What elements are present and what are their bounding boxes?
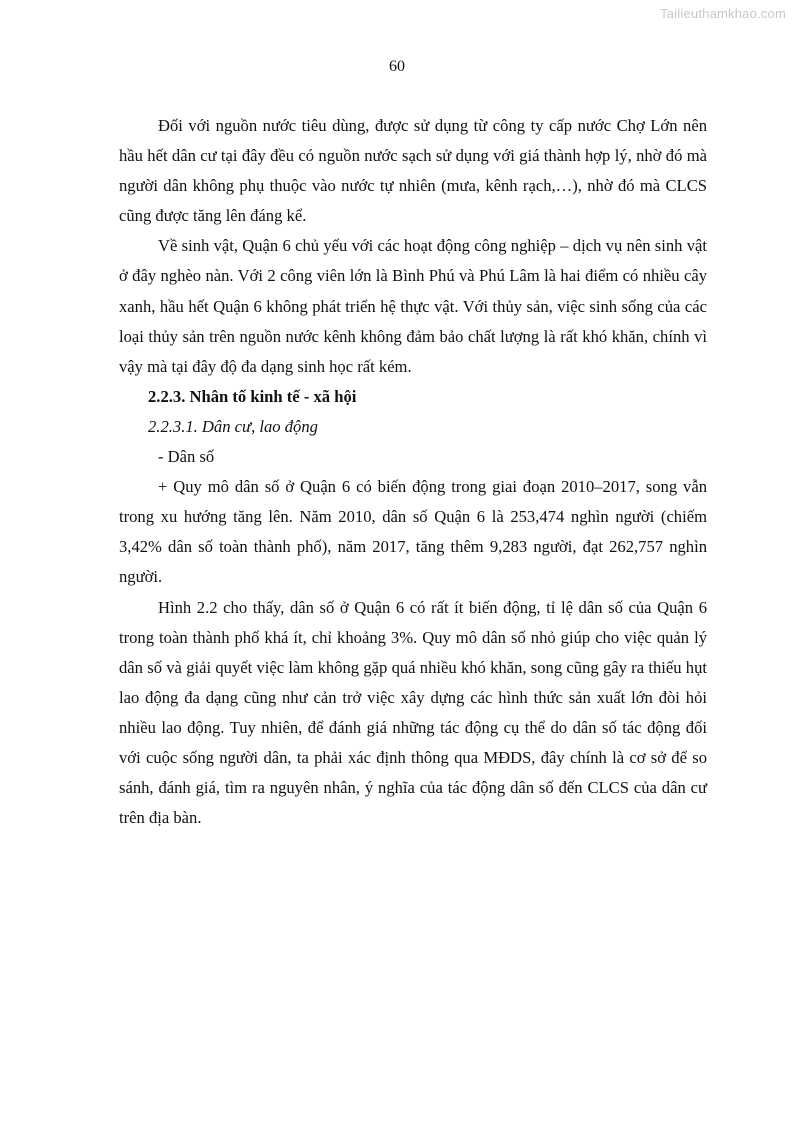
section-heading: 2.2.3. Nhân tố kinh tế - xã hội (148, 386, 357, 406)
page-number: 60 (389, 58, 405, 75)
paragraph-figure-analysis: Hình 2.2 cho thấy, dân số ở Quận 6 có rất ít biến động, tỉ lệ dân số của Quận 6 trong toàn thành phố khá ít, chỉ khoảng 3%. Quy mô dân số nhỏ giúp cho việc quản lý dân số và giải quyết việc làm không gặp quá nhiều khó khăn, song cũng gây ra thiếu hụt lao động đa dạng cũng như cản trở việc xây dựng các hình thức sản xuất lớn đòi hỏi nhiều lao động. Tuy nhiên, để đánh giá những tác động cụ thể do dân số tác động đối với cuộc sống người dân, ta phải xác định thông qua MĐDS, đây chính là cơ sở để so sánh, đánh giá, tìm ra nguyên nhân, ý nghĩa của tác động dân số đến CLCS của dân cư trên địa bàn. (119, 597, 707, 828)
list-item-population: - Dân số (158, 447, 215, 467)
document-body (119, 111, 707, 833)
subsection-heading: 2.2.3.1. Dân cư, lao động (148, 416, 318, 436)
paragraph-biology: Về sinh vật, Quận 6 chủ yếu với các hoạt động công nghiệp – dịch vụ nên sinh vật ở đây nghèo nàn. Với 2 công viên lớn là Bình Phú và Phú Lâm là hai điểm có nhiều cây xanh, hầu hết Quận 6 không phát triển hệ thực vật. Với thủy sản, việc sinh sống của các loại thủy sản trên nguồn nước kênh không đảm bảo chất lượng là rất khó khăn, chính vì vậy mà tại đây độ đa dạng sinh học rất kém. (119, 236, 707, 376)
paragraph-water-supply: Đối với nguồn nước tiêu dùng, được sử dụng từ công ty cấp nước Chợ Lớn nên hầu hết dân cư tại đây đều có nguồn nước sạch sử dụng với giá thành hợp lý, nhờ đó mà người dân không phụ thuộc vào nước tự nhiên (mưa, kênh rạch,…), nhờ đó mà CLCS cũng được tăng lên đáng kể. (119, 116, 707, 226)
watermark-text: Tailieuthamkhao.com (660, 6, 786, 21)
paragraph-population-scale: + Quy mô dân số ở Quận 6 có biến động trong giai đoạn 2010–2017, song vẫn trong xu hướng tăng lên. Năm 2010, dân số Quận 6 là 253,474 nghìn người (chiếm 3,42% dân số toàn thành phố), năm 2017, tăng thêm 9,283 người, đạt 262,757 nghìn người. (119, 477, 707, 587)
